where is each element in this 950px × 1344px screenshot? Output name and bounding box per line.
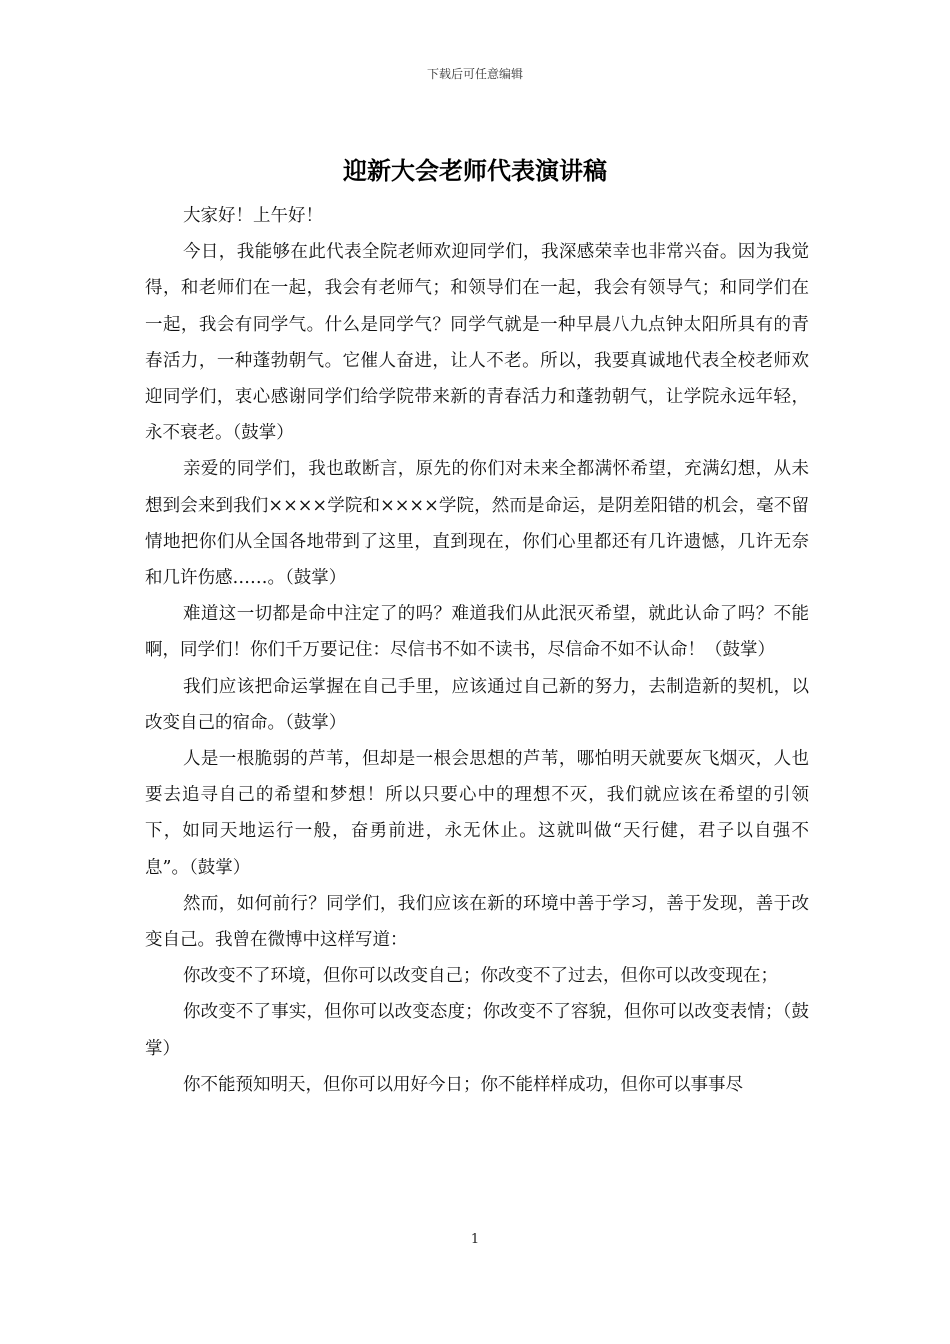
document-body	[145, 198, 809, 1103]
page-header-note: 下载后可任意编辑	[426, 67, 523, 81]
page-number: 1	[470, 1232, 480, 1247]
paragraph: 亲爱的同学们，我也敢断言，原先的你们对未来全都满怀希望，充满幻想，从未想到会来到我们××××学院和××××学院，然而是命运，是阴差阳错的机会，毫不留情地把你们从全国各地带到了这里，直到现在，你们心里都还有几许遗憾，几许无奈和几许伤感……。（鼓掌）	[145, 459, 809, 589]
paragraph: 你改变不了环境，但你可以改变自己；你改变不了过去，但你可以改变现在；	[183, 966, 778, 987]
paragraph: 你不能预知明天，但你可以用好今日；你不能样样成功，但你可以事事尽	[183, 1074, 743, 1095]
paragraph: 难道这一切都是命中注定了的吗？难道我们从此泯灭希望，就此认命了吗？不能啊，同学们！你们千万要记住：尽信书不如不读书，尽信命不如不认命！（鼓掌）	[145, 604, 809, 661]
paragraph: 我们应该把命运掌握在自己手里，应该通过自己新的努力，去制造新的契机，以改变自己的宿命。（鼓掌）	[145, 676, 809, 733]
paragraph-greeting: 大家好！上午好！	[183, 206, 323, 226]
paragraph: 你改变不了事实，但你可以改变态度；你改变不了容貌，但你可以改变表情；（鼓掌）	[145, 1002, 809, 1059]
paragraph: 人是一根脆弱的芦苇，但却是一根会思想的芦苇，哪怕明天就要灰飞烟灭，人也要去追寻自己的希望和梦想！所以只要心中的理想不灭，我们就应该在希望的引领下，如同天地运行一般，奋勇前进，永无休止。这就叫做“天行健，君子以自强不息”。（鼓掌）	[145, 749, 809, 878]
paragraph: 然而，如何前行？同学们，我们应该在新的环境中善于学习，善于发现，善于改变自己。我曾在微博中这样写道：	[145, 893, 809, 951]
paragraph: 今日，我能够在此代表全院老师欢迎同学们，我深感荣幸也非常兴奋。因为我觉得，和老师们在一起，我会有老师气；和领导们在一起，我会有领导气；和同学们在一起，我会有同学气。什么是同学气？同学气就是一种早晨八九点钟太阳所具有的青春活力，一种蓬勃朝气。它催人奋进，让人不老。所以，我要真诚地代表全校老师欢迎同学们，衷心感谢同学们给学院带来新的青春活力和蓬勃朝气，让学院永远年轻，永不衰老。（鼓掌）	[145, 242, 809, 444]
document-title: 迎新大会老师代表演讲稿	[343, 157, 607, 185]
